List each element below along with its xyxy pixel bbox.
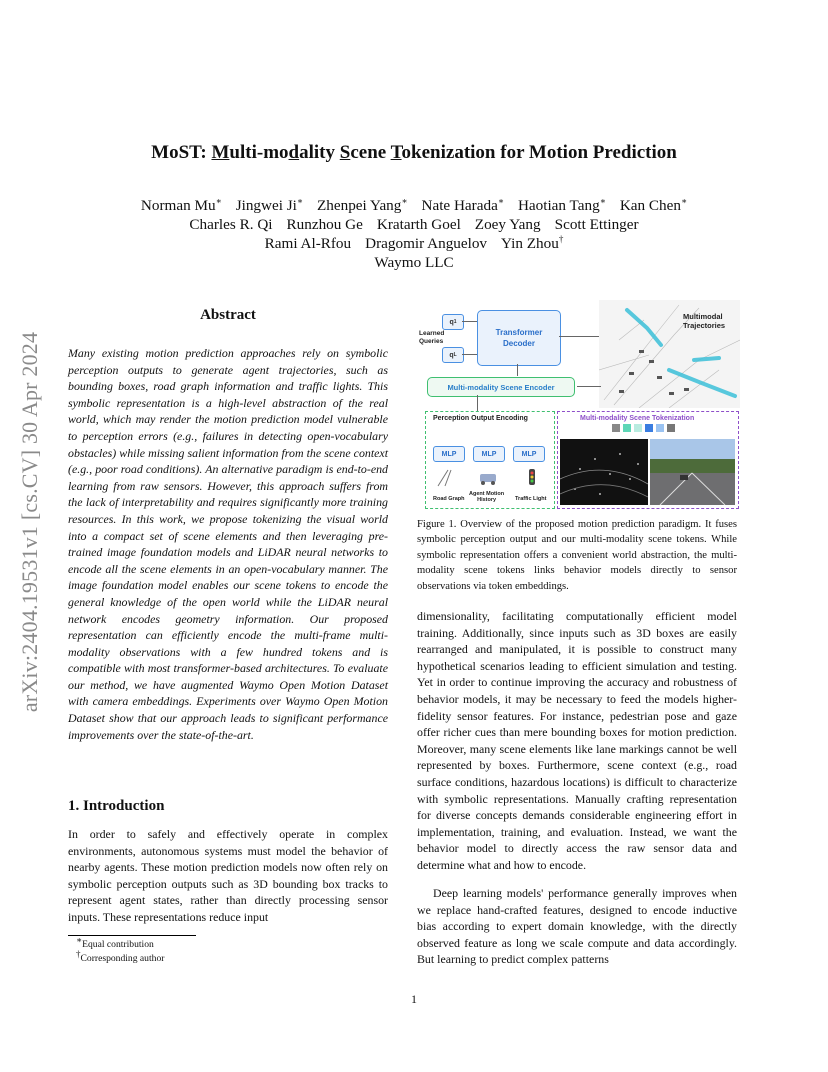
intro-text: In order to safely and effectively operate in complex environments, autonomous systems must model the behavior of nearby agents. These motion prediction models now often rely on symbolic perception outputs such as 3D bounding box tracks to represent agent states, rather than directly processing sensor inputs. These representations reduce input (68, 827, 388, 924)
lidar-image (560, 439, 648, 505)
title-part: cene (350, 142, 391, 163)
mlp-road-graph: MLP (433, 446, 465, 462)
page-number: 1 (411, 992, 417, 1006)
transformer-decoder: Transformer Decoder (477, 310, 561, 366)
authors-row-3 (80, 234, 748, 253)
author-name: Zhenpei Yang∗ (317, 195, 408, 214)
author-name: Jingwei Ji∗ (235, 195, 303, 214)
figure-1 (417, 300, 740, 512)
author-name: Norman Mu∗ (140, 195, 222, 214)
right-paragraph-1: dimensionality, facilitating computationally efficient model training. Additionally, since inputs such as 3D boxes are easily rearranged and manipulated, it is possible to construct many hypothetical scenarios leading to efficient simulation and testing. Yet in order to continue improving the accuracy and robustness of behavior models, it may be necessary to feed the models higher-fidelity sensor features. For instance, pedestrian pose and gaze offer richer cues than mere bounding boxes for motion prediction. Moreover, many scene elements like lane markings cannot be well represented by boxes. Furthermore, scene context (e.g., road surface conditions, hazardous locations) is difficult to characterize with symbolic representations. Manually crafting representation for diverse concepts demands considerable engineering effort in implementation, training, and evaluation. Instead, we want the behavior model to directly access the raw sensor data and determine what and how to encode. (417, 609, 737, 872)
author-name: Dragomir Anguelov (365, 235, 488, 252)
authors-row-2 (80, 215, 748, 234)
title-part: T (390, 142, 402, 163)
mlp-agent-motion: MLP (473, 446, 505, 462)
footnote-rule (68, 935, 196, 936)
token (656, 424, 664, 432)
token (623, 424, 631, 432)
multimodal-trajectories-label: Multimodal Trajectories (683, 312, 726, 330)
arrow (462, 354, 477, 355)
author-name: Haotian Tang∗ (517, 195, 606, 214)
title-part: M (211, 142, 230, 163)
author-name: Charles R. Qi (189, 216, 273, 233)
paper-title (60, 142, 768, 164)
agent-motion-label: Agent Motion History (469, 491, 505, 503)
title-part: ality (299, 142, 340, 163)
arrow (517, 364, 518, 376)
author-name: Yin Zhou† (501, 233, 564, 252)
arrow (559, 336, 599, 337)
perception-icons (433, 466, 545, 490)
footnote-equal: Equal contribution (82, 939, 154, 950)
author-name: Kratarth Goel (376, 216, 461, 233)
mlp-traffic-light: MLP (513, 446, 545, 462)
road-graph-label: Road Graph (433, 496, 465, 502)
token (634, 424, 642, 432)
token (612, 424, 620, 432)
abstract-text: Many existing motion prediction approaches rely on symbolic perception outputs to generate agent trajectories, such as bounding boxes, road graph information and traffic lights. This symbolic representation is a high-level abstraction of the real world, which may render the motion prediction model vulnerable to perception errors (e.g., failures in detecting open-vocabulary obstacles) while missing salient information from the scene context (e.g., poor road conditions). An alternative paradigm is end-to-end learning from raw sensors. However, this approach suffers from the lack of interpretability and requires significantly more training resources. In this work, we propose tokenizing the visual world into a compact set of scene elements and then leveraging pre-trained image foundation models and LiDAR neural networks to encode all the scene elements in an open-vocabulary manner. The image foundation model enables our scene tokens to encode the general knowledge of the open world while the LiDAR neural network encodes geometry information. Our proposed representation can efficiently encode the multi-frame multi-modality observations with a few hundred tokens and is compatible with most transformer-based architectures. To evaluate our method, we have augmented Waymo Open Motion Dataset with camera embeddings. Experiments over Waymo Open Motion Dataset show that our approach leads to significant performance improvements over the state-of-the-art. (68, 346, 388, 742)
camera-image (650, 439, 735, 505)
footnote-corresponding: Corresponding author (80, 952, 165, 964)
author-name: Rami Al-Rfou (264, 235, 352, 252)
affiliation: Waymo LLC (374, 254, 454, 271)
query-box-L: q L (442, 347, 464, 363)
author-name: Zoey Yang (474, 216, 541, 233)
author-name: Nate Harada∗ (421, 195, 504, 214)
footnotes: ∗Equal contribution †Corresponding author (76, 934, 165, 964)
title-part: ulti-mo (229, 142, 289, 163)
arrow (462, 321, 477, 322)
title-part: S (339, 142, 351, 163)
scene-encoder: Multi-modality Scene Encoder (427, 377, 575, 397)
right-paragraph-2: Deep learning models' performance generally improves when we replace hand-crafted features, designed to encode inductive bias according to expert domain knowledge, with the directly observed feature as long we scale compute and data accordingly. But learning to predict complex patterns (417, 886, 737, 967)
perception-label: Perception Output Encoding (433, 415, 528, 422)
title-part: d (288, 142, 300, 163)
token (667, 424, 675, 432)
learned-queries-label: Learned Queries (419, 330, 445, 345)
abstract-heading: Abstract (200, 307, 256, 323)
intro-heading: 1. Introduction (68, 798, 165, 814)
token (645, 424, 653, 432)
author-name: Runzhou Ge (286, 216, 363, 233)
author-name: Kan Chen∗ (619, 195, 688, 214)
arrow (577, 386, 601, 387)
author-name: Scott Ettinger (554, 216, 639, 233)
traffic-light-label: Traffic Light (515, 496, 547, 502)
tokenization-label: Multi-modality Scene Tokenization (580, 415, 695, 422)
authors-row-1 (80, 196, 748, 215)
title-part: MoST: (151, 142, 212, 163)
arrow (477, 395, 478, 411)
arxiv-stamp: arXiv:2404.19531v1 [cs.CV] 30 Apr 2024 (17, 331, 42, 713)
title-part: okenization for Motion Prediction (401, 142, 677, 163)
query-box-1: q 1 (442, 314, 464, 330)
figure-caption: Figure 1. Overview of the proposed motion prediction paradigm. It fuses symbolic perception output and our multi-modality scene tokens. While symbolic representation offers a convenient world abstraction, the multi-modality scene tokens links behavior models directly to sensor observations via token embeddings. (417, 519, 737, 592)
